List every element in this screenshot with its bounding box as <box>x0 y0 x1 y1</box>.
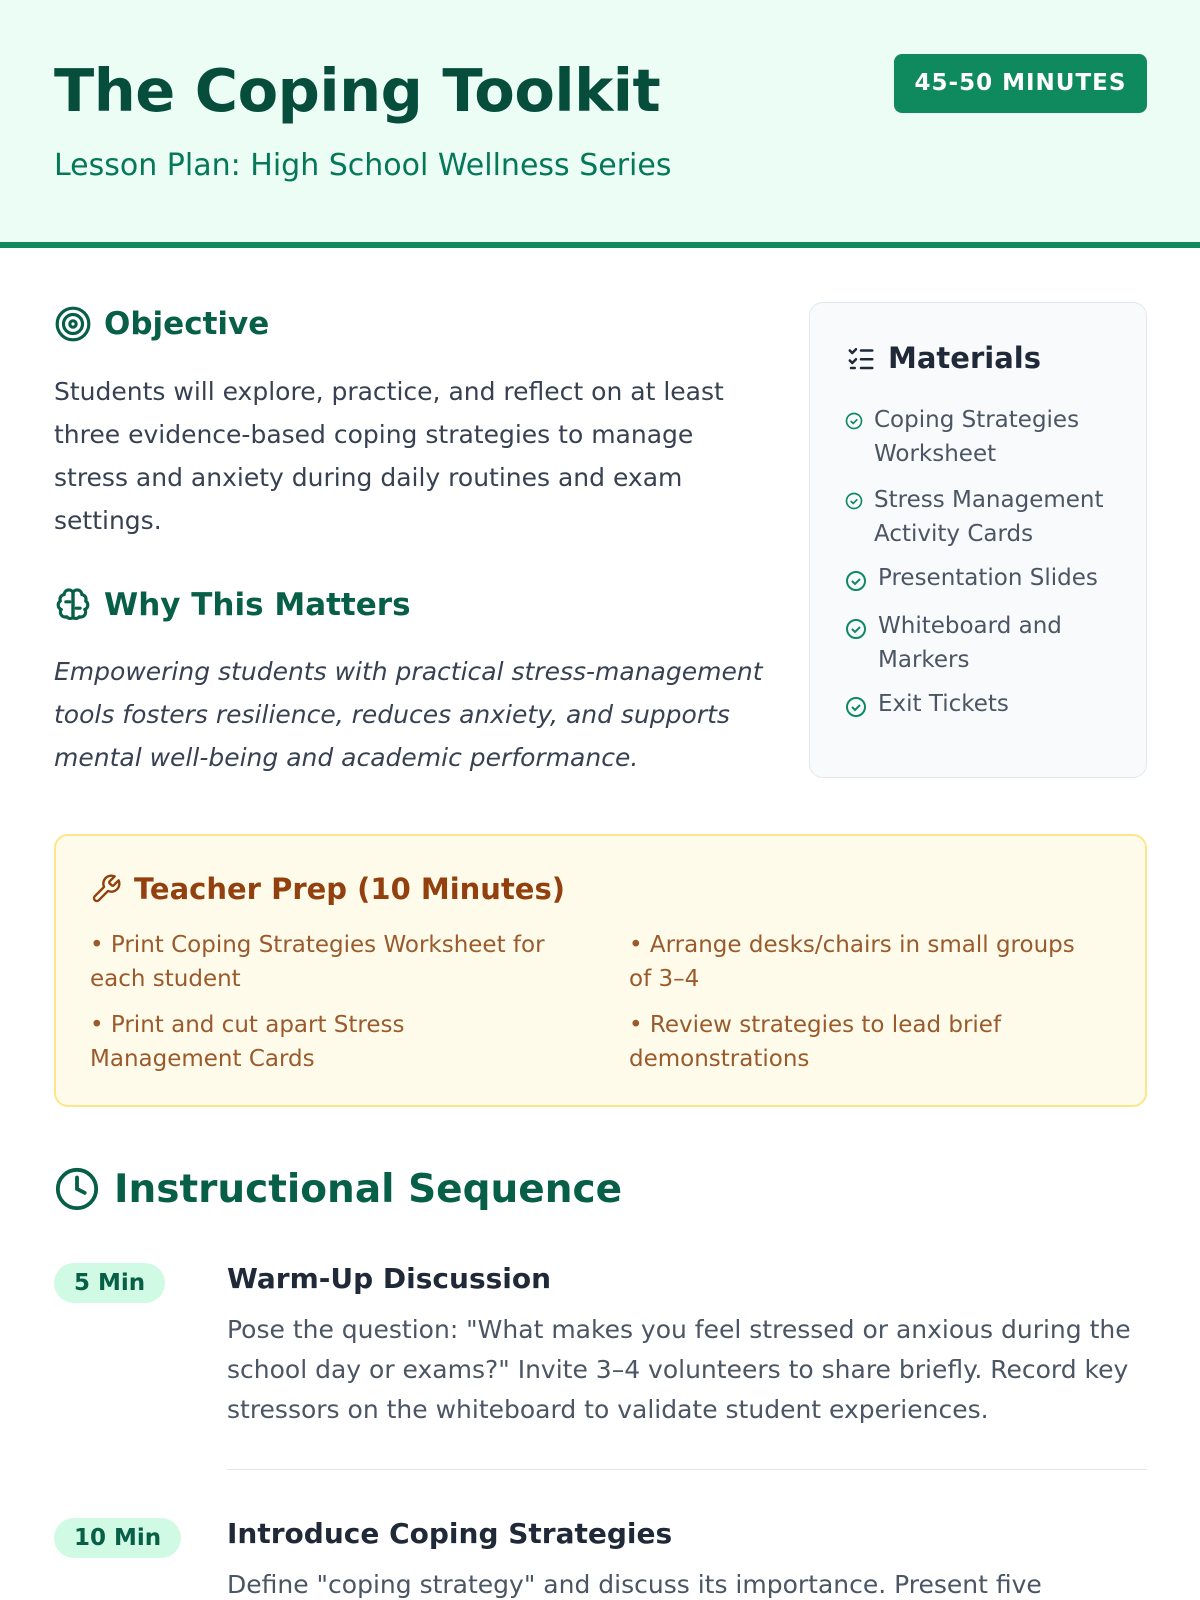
wrench-icon <box>90 873 122 905</box>
page-subtitle: Lesson Plan: High School Wellness Series <box>54 148 672 183</box>
page-title: The Coping Toolkit <box>54 56 661 125</box>
materials-item <box>844 609 1078 677</box>
duration-badge: 45-50 MINUTES <box>894 54 1147 113</box>
step-time-badge: 10 Min <box>54 1518 181 1558</box>
prep-item: • Print Coping Strategies Worksheet for each student <box>90 932 545 992</box>
objective-title: Objective <box>104 306 270 342</box>
teacher-prep-card <box>54 834 1147 1107</box>
step-time-badge: 5 Min <box>54 1263 165 1303</box>
prep-item: • Review strategies to lead brief demonstrations <box>629 1012 1002 1072</box>
step-description: Pose the question: "What makes you feel stressed or anxious during the school day or exams?" Invite 3–4 volunteers to share briefly. Record key stressors on the whiteboard to validate student experiences. <box>227 1315 1131 1424</box>
why-title: Why This Matters <box>104 587 411 623</box>
materials-item <box>844 561 1128 595</box>
teacher-prep-title: Teacher Prep (10 Minutes) <box>134 872 565 906</box>
objective-heading <box>54 305 269 343</box>
prep-item: • Arrange desks/chairs in small groups of 3–4 <box>629 932 1075 992</box>
materials-card <box>809 302 1147 778</box>
prep-item: • Print and cut apart Stress Management Cards <box>90 1012 405 1072</box>
step-title: Introduce Coping Strategies <box>227 1517 673 1550</box>
step-title: Warm-Up Discussion <box>227 1262 552 1295</box>
materials-heading <box>846 341 1041 375</box>
clock-icon <box>54 1166 100 1212</box>
materials-item-label: Exit Tickets <box>878 691 1009 717</box>
check-circle-icon <box>844 411 864 431</box>
why-text: Empowering students with practical stress-management tools fosters resilience, reduces anxiety, and supports mental well-being and academic performance. <box>54 657 763 772</box>
materials-title: Materials <box>888 341 1041 375</box>
objective-text: Students will explore, practice, and reflect on at least three evidence-based coping strategies to manage stress and anxiety during daily routines and exam settings. <box>54 377 724 535</box>
check-circle-icon <box>844 491 864 511</box>
materials-item-label: Presentation Slides <box>878 565 1098 591</box>
check-circle-icon <box>844 695 868 719</box>
checklist-icon <box>846 343 876 373</box>
materials-item <box>844 687 1128 721</box>
materials-item <box>844 483 1114 551</box>
materials-item-label: Coping Strategies Worksheet <box>874 407 1080 467</box>
materials-item <box>844 403 1104 471</box>
step-divider <box>227 1469 1147 1470</box>
lesson-header <box>0 0 1200 248</box>
step-description: Define "coping strategy" and discuss its importance. Present five <box>227 1570 1042 1599</box>
sequence-heading <box>54 1166 622 1212</box>
materials-item-label: Whiteboard and Markers <box>878 613 1062 673</box>
brain-icon <box>54 586 92 624</box>
check-circle-icon <box>844 569 868 593</box>
why-heading <box>54 586 411 624</box>
target-icon <box>54 305 92 343</box>
sequence-title: Instructional Sequence <box>114 1166 623 1212</box>
teacher-prep-heading <box>90 872 565 906</box>
materials-item-label: Stress Management Activity Cards <box>874 487 1104 547</box>
check-circle-icon <box>844 617 868 641</box>
